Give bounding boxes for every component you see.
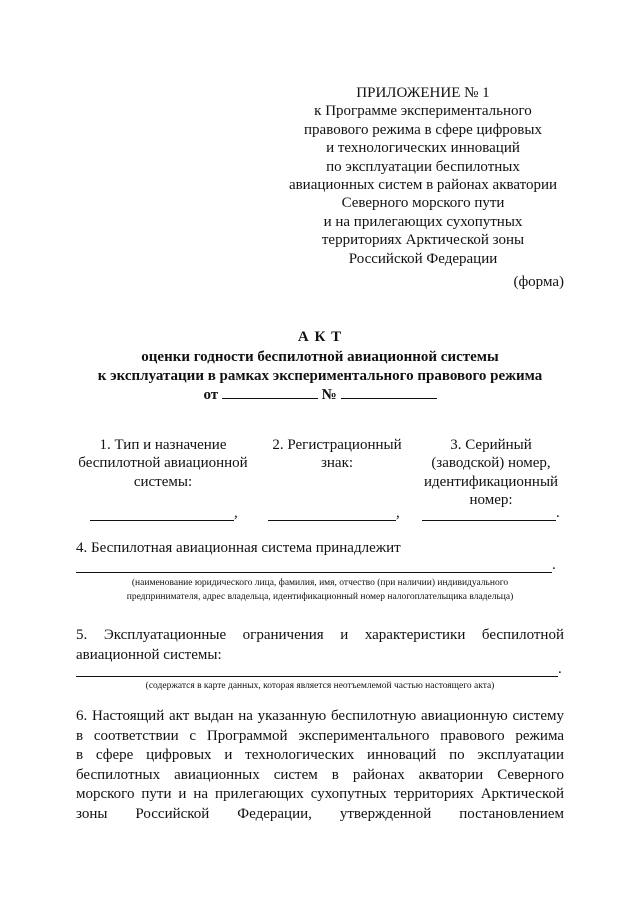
appendix-header [278, 84, 568, 268]
section-5-text [76, 626, 564, 665]
section-6-line: морского пути и на прилегающих сухопутных территориях Арктической [76, 786, 564, 802]
section-6-line: зоны Российской Федерации, утвержденной постановлением [76, 805, 564, 822]
appendix-line: авиационных систем в районах акватории [288, 177, 558, 194]
registration-mark-field[interactable] [268, 508, 396, 521]
column-line: (заводской) номер, [431, 455, 551, 472]
document-subtitle [0, 348, 640, 405]
column-line: знак: [320, 455, 354, 472]
limitations-field[interactable] [76, 664, 558, 677]
note-line: предпринимателя, адрес владельца, идентификационный номер налогоплательщика владельца) [126, 592, 514, 602]
section-5-line: авиационной системы: [76, 646, 222, 663]
date-field[interactable] [222, 385, 318, 399]
section-6-text [76, 707, 564, 824]
section-6-line: 6. Настоящий акт выдан на указанную беспилотную авиационную систему [76, 708, 564, 724]
date-number-line [0, 385, 640, 405]
field-terminator: . [556, 505, 560, 521]
appendix-line: Северного морского пути [341, 195, 505, 212]
column-line: номер: [469, 492, 513, 509]
field-separator: , [234, 505, 238, 521]
note-line: (наименование юридического лица, фамилия, имя, отчество (при наличии) индивидуального [131, 578, 509, 588]
column-line: 3. Серийный [450, 437, 532, 453]
number-label: № [321, 387, 337, 403]
appendix-line: ПРИЛОЖЕНИЕ № 1 [356, 85, 490, 101]
appendix-line: Российской Федерации [348, 250, 498, 267]
section-4-label: 4. Беспилотная авиационная система принадлежит [76, 540, 401, 556]
appendix-line: правового режима в сфере цифровых [304, 121, 542, 138]
section-6-line: в соответствии с Программой экспериментального правового режима [76, 727, 564, 744]
appendix-line: и технологических инноваций [326, 140, 520, 157]
section-6-line: в сфере цифровых и технологических инноваций по эксплуатации [76, 747, 564, 763]
section-5-line: 5. Эксплуатационные ограничения и характеристики беспилотной [76, 627, 564, 643]
field-terminator: . [558, 661, 562, 677]
column-line: системы: [133, 473, 193, 490]
section-4-note [0, 576, 640, 604]
subtitle-line-1: оценки годности беспилотной авиационной системы [141, 349, 499, 365]
column-line: 1. Тип и назначение [99, 437, 227, 453]
number-field[interactable] [341, 385, 437, 399]
appendix-line: и на прилегающих сухопутных [323, 213, 523, 230]
from-label: от [203, 387, 219, 403]
column-line: 2. Регистрационный [272, 437, 402, 453]
appendix-line: по эксплуатации беспилотных [326, 158, 520, 175]
field-separator: , [396, 505, 400, 521]
appendix-line: территориях Арктической зоны [321, 232, 525, 249]
subtitle-line-2: к эксплуатации в рамках экспериментального правового режима [97, 367, 543, 384]
column-line: идентификационный [423, 473, 559, 490]
owner-field[interactable] [76, 560, 552, 573]
serial-number-field[interactable] [422, 508, 556, 521]
field-terminator: . [552, 557, 556, 573]
document-title: А К Т [297, 329, 343, 345]
column-serial-number [418, 436, 564, 510]
form-mark: (форма) [513, 274, 564, 290]
column-type-purpose [76, 436, 250, 491]
section-6-line: беспилотных авиационных систем в районах акватории Северного [76, 766, 564, 783]
column-line: беспилотной авиационной [78, 455, 248, 472]
column-registration-mark [264, 436, 410, 473]
type-purpose-field[interactable] [90, 508, 234, 521]
appendix-line: к Программе экспериментального [314, 103, 532, 120]
section-5-note: (содержатся в карте данных, которая является неотъемлемой частью настоящего акта) [145, 681, 495, 691]
